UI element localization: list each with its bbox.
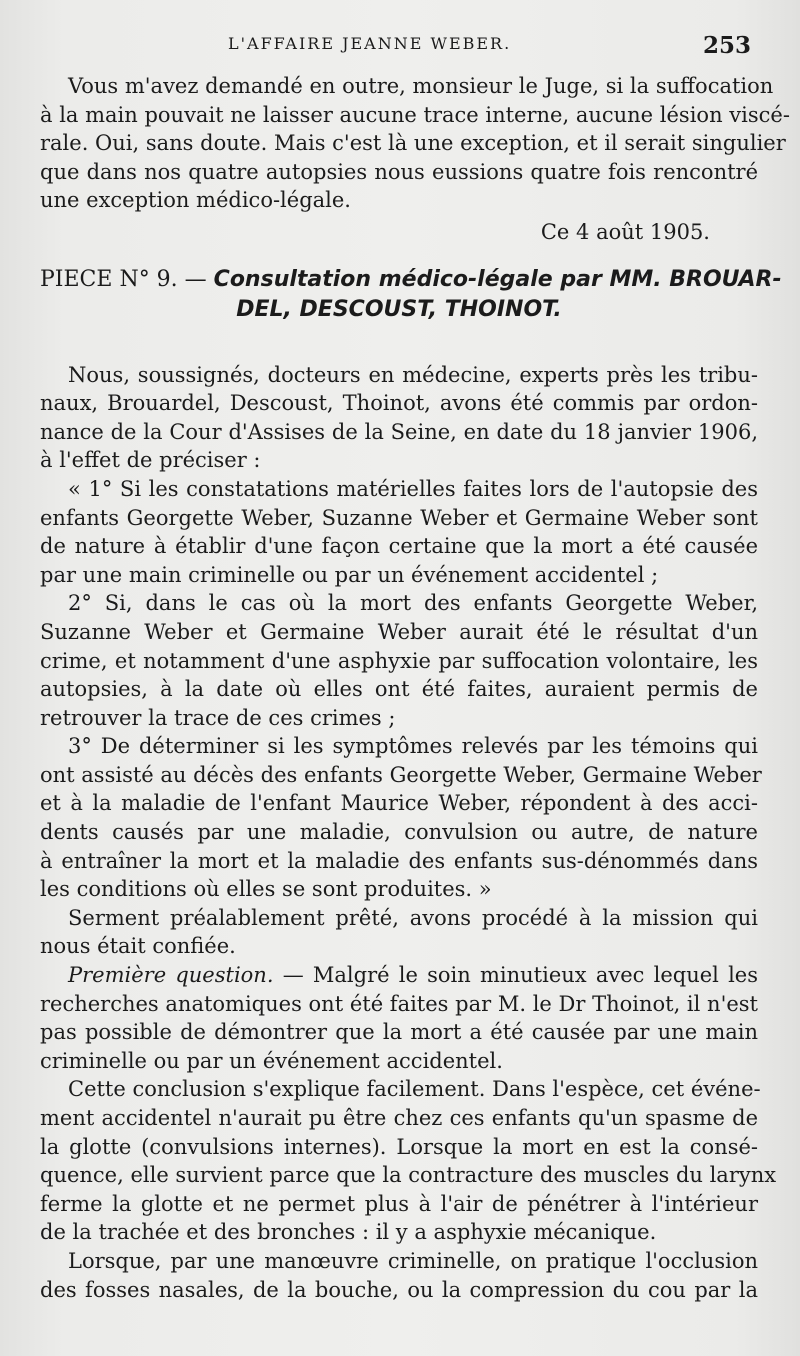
page-number: 253 xyxy=(703,32,752,59)
text-line: quence, elle survient parce que la contracture des muscles du larynx xyxy=(40,1163,777,1188)
text-line: Vous m'avez demandé en outre, monsieur le Juge, si la suffocation xyxy=(68,74,774,98)
text-line: de nature à établir d'une façon certaine que la mort a été causée xyxy=(40,534,758,559)
piece-heading-line-2 xyxy=(40,295,758,325)
paragraph-serment xyxy=(40,904,758,961)
premiere-question-text: — Malgré le soin minutieux avec lequel les xyxy=(273,963,758,988)
text-line: des fosses nasales, de la bouche, ou la compression du cou par la xyxy=(40,1277,758,1302)
text-line: à l'effet de préciser : xyxy=(40,448,261,473)
text-line: à entraîner la mort et la maladie des enfants sus-dénommés dans xyxy=(40,848,758,873)
text-line: pas possible de démontrer que la mort a été causée par une main xyxy=(40,1020,758,1045)
text-line: et à la maladie de l'enfant Maurice Weber, répondent à des acci- xyxy=(40,791,758,816)
text-line: 2° Si, dans le cas où la mort des enfants Georgette Weber, xyxy=(68,591,758,616)
text-line: la glotte (convulsions internes). Lorsque la mort en est la consé- xyxy=(40,1134,758,1159)
text-line: Lorsque, par une manœuvre criminelle, on pratique l'occlusion xyxy=(68,1248,758,1273)
text-line: que dans nos quatre autopsies nous eussions quatre fois rencontré xyxy=(40,159,758,184)
text-line: nous était confiée. xyxy=(40,934,236,959)
question-2 xyxy=(40,589,758,732)
spacer xyxy=(40,325,758,361)
text-line: Cette conclusion s'explique facilement. Dans l'espèce, cet événe- xyxy=(68,1077,761,1102)
running-title: L'AFFAIRE JEANNE WEBER. xyxy=(228,34,512,53)
text-line: ont assisté au décès des enfants Georgette Weber, Germaine Weber xyxy=(40,762,762,787)
text-line: Suzanne Weber et Germaine Weber aurait été le résultat d'un xyxy=(40,619,758,644)
text-line: rale. Oui, sans doute. Mais c'est là une exception, et il serait singulier xyxy=(40,131,786,156)
text-line xyxy=(40,961,758,990)
paragraph-premiere-question xyxy=(40,961,758,1075)
text-line: à la main pouvait ne laisser aucune trace interne, aucune lésion viscé- xyxy=(40,102,790,127)
text-line: les conditions où elles se sont produites. » xyxy=(40,877,492,902)
text-line: de la trachée et des bronches : il y a asphyxie mécanique. xyxy=(40,1220,657,1245)
text-line: nance de la Cour d'Assises de la Seine, en date du 18 janvier 1906, xyxy=(40,419,758,444)
text-line: Serment préalablement prêté, avons procédé à la mission qui xyxy=(68,905,758,930)
piece-heading-line-1 xyxy=(40,265,782,295)
text-line: dents causés par une maladie, convulsion ou autre, de nature xyxy=(40,820,758,845)
premiere-question-label: Première question. xyxy=(68,963,274,988)
text-line: enfants Georgette Weber, Suzanne Weber et Germaine Weber sont xyxy=(40,505,758,530)
text-line: autopsies, à la date où elles ont été faites, auraient permis de xyxy=(40,677,758,702)
text-line: retrouver la trace de ces crimes ; xyxy=(40,705,396,730)
paragraph-occlusion xyxy=(40,1247,758,1304)
page-body xyxy=(40,72,790,1304)
text-line: crime, et notamment d'une asphyxie par suffocation volontaire, les xyxy=(40,648,758,673)
paragraph-conclusion xyxy=(40,1075,777,1247)
date-line: Ce 4 août 1905. xyxy=(540,219,710,244)
text-line: une exception médico-légale. xyxy=(40,188,351,213)
text-line: 3° De déterminer si les symptômes relevés par les témoins qui xyxy=(68,734,758,759)
text-line: par une main criminelle ou par un événement accidentel ; xyxy=(40,562,659,587)
piece-title: Consultation médico-légale par MM. BROUAR- xyxy=(213,266,782,292)
piece-authors: DEL, DESCOUST, THOINOT. xyxy=(236,296,562,322)
piece-heading xyxy=(40,265,782,325)
text-line: « 1° Si les constatations matérielles faites lors de l'autopsie des xyxy=(68,476,758,501)
text-line: ferme la glotte et ne permet plus à l'air de pénétrer à l'intérieur xyxy=(40,1191,758,1216)
paragraph-commission xyxy=(40,361,758,475)
paragraph-suffocation xyxy=(40,72,790,215)
piece-number: PIECE N° 9. — xyxy=(40,266,214,292)
question-3 xyxy=(40,732,762,904)
text-line: criminelle ou par un événement accidentel. xyxy=(40,1048,503,1073)
page-header xyxy=(0,34,800,60)
text-line: ment accidentel n'aurait pu être chez ces enfants qu'un spasme de xyxy=(40,1106,758,1130)
text-line: recherches anatomiques ont été faites par M. le Dr Thoinot, il n'est xyxy=(40,991,758,1016)
text-line: naux, Brouardel, Descoust, Thoinot, avons été commis par ordon- xyxy=(40,391,758,416)
text-line: Nous, soussignés, docteurs en médecine, experts près les tribu- xyxy=(68,362,758,387)
question-1 xyxy=(40,475,758,589)
